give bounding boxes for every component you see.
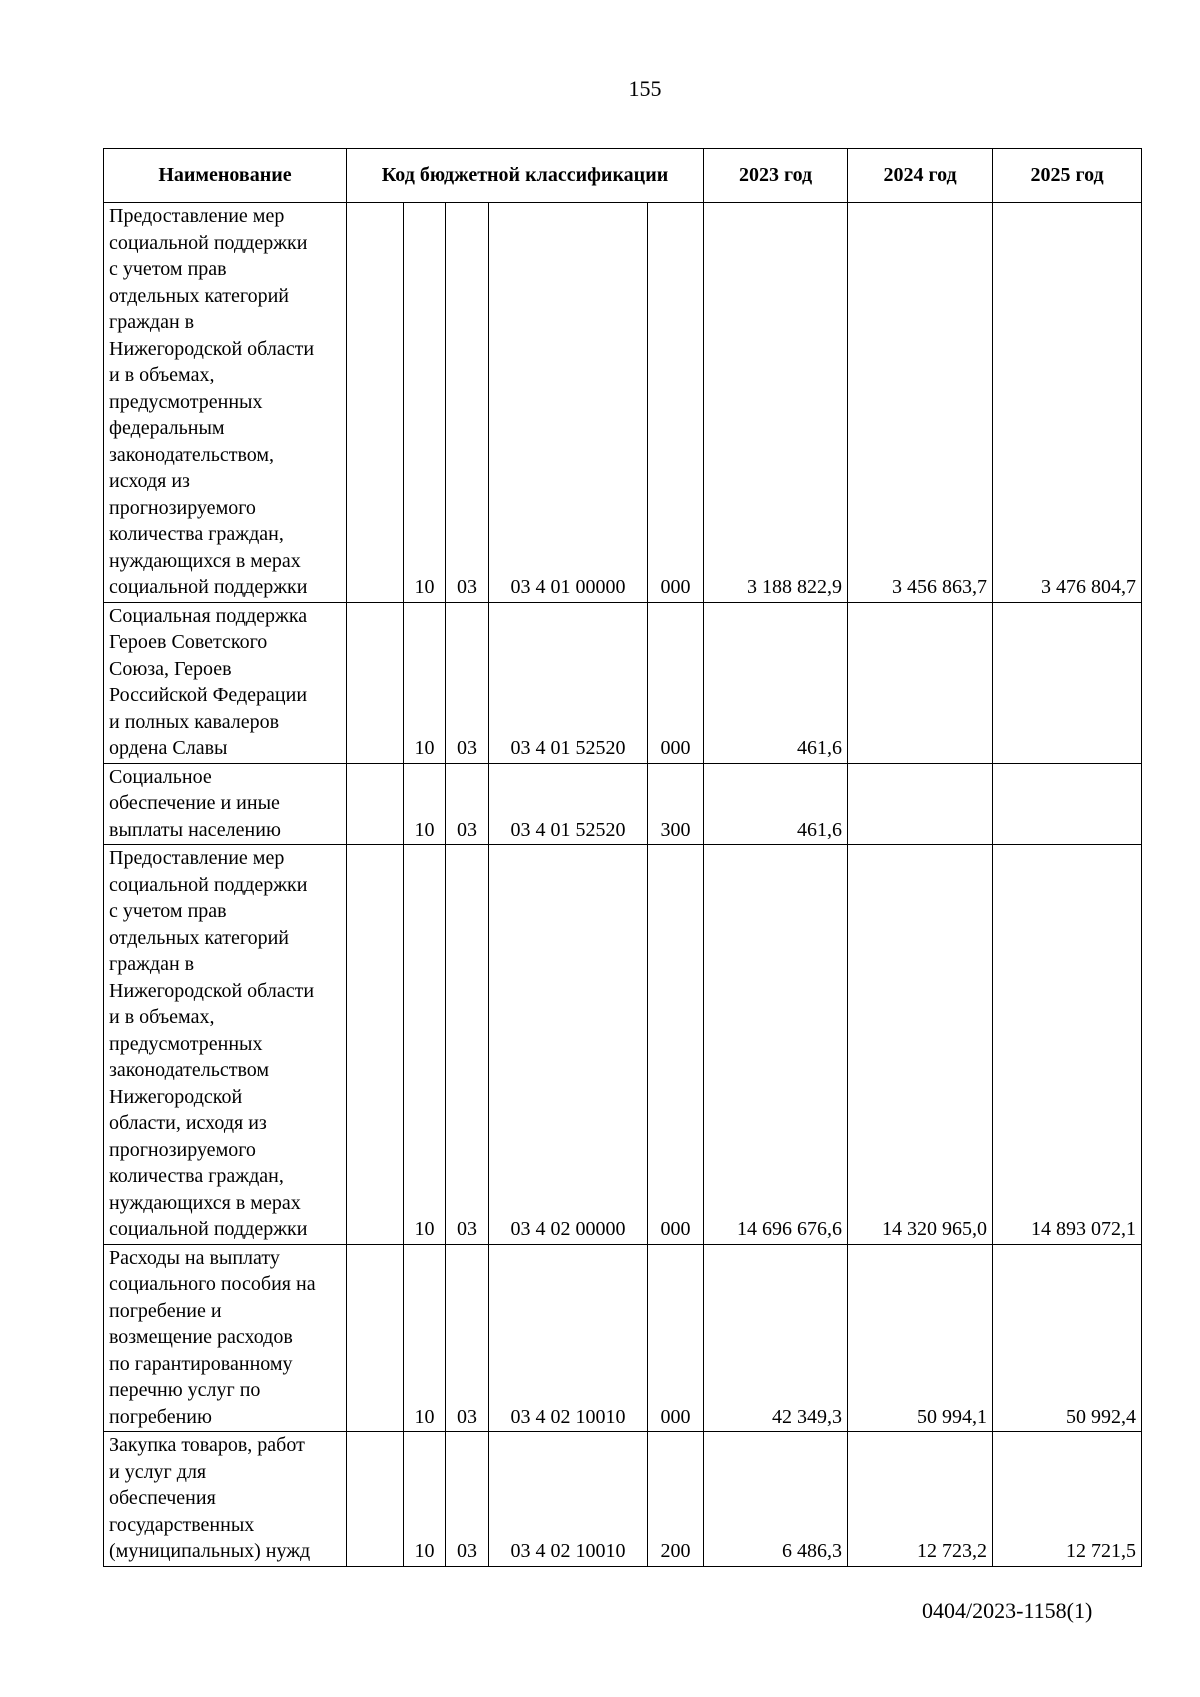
expense-type-code: 200 (648, 1432, 704, 1567)
section-code: 10 (404, 845, 446, 1245)
table-row (104, 845, 1142, 1245)
row-name-line: прогнозируемого (109, 496, 256, 519)
row-name-line: погребению (109, 1405, 212, 1428)
amount-2024 (848, 763, 993, 845)
row-name-line: обеспечения (109, 1487, 216, 1509)
row-name (104, 845, 347, 1245)
empty-cell (347, 602, 404, 763)
subsection-code: 03 (446, 1432, 489, 1567)
row-name-line: погребение и (109, 1299, 222, 1322)
row-name-line: законодательством (109, 1059, 270, 1081)
row-name-line: прогнозируемого (109, 1138, 256, 1161)
row-name (104, 203, 347, 603)
section-code: 10 (404, 203, 446, 603)
header-2025: 2025 год (993, 149, 1142, 203)
row-name-line: федеральным (109, 417, 225, 439)
row-name (104, 1244, 347, 1432)
row-name-line: и услуг для (109, 1460, 207, 1483)
header-2023: 2023 год (704, 149, 848, 203)
row-name-line: выплаты населению (109, 818, 281, 841)
row-name-line: Нижегородской области (109, 337, 315, 360)
row-name-line: с учетом прав (109, 258, 227, 280)
row-name-line: законодательством, (109, 443, 275, 466)
amount-2023: 461,6 (704, 763, 848, 845)
header-code: Код бюджетной классификации (347, 149, 704, 203)
row-name-line: Нижегородской области (109, 979, 315, 1002)
amount-2024: 12 723,2 (848, 1432, 993, 1567)
row-name-line: исходя из (109, 470, 190, 492)
header-row (104, 149, 1142, 203)
row-name-line: количества граждан, (109, 523, 284, 545)
row-name-line: Социальное (109, 765, 212, 788)
empty-cell (347, 1244, 404, 1432)
row-name-line: предусмотренных (109, 1032, 263, 1055)
expense-type-code: 000 (648, 203, 704, 603)
expense-type-code: 000 (648, 602, 704, 763)
subsection-code: 03 (446, 203, 489, 603)
subsection-code: 03 (446, 602, 489, 763)
subsection-code: 03 (446, 1244, 489, 1432)
empty-cell (347, 203, 404, 603)
header-name: Наименование (104, 149, 347, 203)
row-name-line: предусмотренных (109, 390, 263, 413)
row-name-line: социальной поддержки (109, 873, 308, 896)
row-name-line: перечню услуг по (109, 1379, 261, 1401)
subsection-code: 03 (446, 845, 489, 1245)
amount-2023: 3 188 822,9 (704, 203, 848, 603)
row-name (104, 1432, 347, 1567)
target-article-code: 03 4 02 00000 (489, 845, 648, 1245)
row-name (104, 763, 347, 845)
row-name-line: Расходы на выплату (109, 1246, 280, 1269)
row-name-line: и полных кавалеров (109, 710, 280, 733)
row-name-line: отдельных категорий (109, 284, 290, 307)
amount-2024: 3 456 863,7 (848, 203, 993, 603)
table-row (104, 602, 1142, 763)
row-name-line: Российской Федерации (109, 684, 308, 706)
row-name-line: Предоставление мер (109, 205, 285, 227)
amount-2025 (993, 763, 1142, 845)
row-name-line: Нижегородской (109, 1085, 243, 1108)
target-article-code: 03 4 01 00000 (489, 203, 648, 603)
row-name (104, 602, 347, 763)
row-name-line: социальной поддержки (109, 576, 308, 598)
row-name-line: (муниципальных) нужд (109, 1540, 311, 1562)
target-article-code: 03 4 02 10010 (489, 1432, 648, 1567)
row-name-line: Союза, Героев (109, 657, 232, 680)
row-name-line: обеспечение и иные (109, 792, 280, 814)
expense-type-code: 000 (648, 845, 704, 1245)
row-name-line: Социальная поддержка (109, 604, 308, 627)
empty-cell (347, 763, 404, 845)
table-row (104, 203, 1142, 603)
expense-type-code: 300 (648, 763, 704, 845)
section-code: 10 (404, 1244, 446, 1432)
row-name-line: нуждающихся в мерах (109, 549, 301, 572)
row-name-line: Героев Советского (109, 631, 268, 653)
row-name-line: нуждающихся в мерах (109, 1191, 301, 1214)
page-number: 155 (628, 76, 662, 101)
amount-2025: 50 992,4 (993, 1244, 1142, 1432)
amount-2023: 6 486,3 (704, 1432, 848, 1567)
row-name-line: граждан в (109, 311, 195, 333)
row-name-line: возмещение расходов (109, 1326, 293, 1348)
row-name-line: Предоставление мер (109, 847, 285, 869)
row-name-line: Закупка товаров, работ (109, 1434, 305, 1456)
table-row (104, 1244, 1142, 1432)
row-name-line: с учетом прав (109, 900, 227, 922)
target-article-code: 03 4 01 52520 (489, 602, 648, 763)
row-name-line: государственных (109, 1513, 255, 1536)
amount-2023: 14 696 676,6 (704, 845, 848, 1245)
empty-cell (347, 845, 404, 1245)
row-name-line: граждан в (109, 953, 195, 975)
empty-cell (347, 1432, 404, 1567)
subsection-code: 03 (446, 763, 489, 845)
amount-2024: 50 994,1 (848, 1244, 993, 1432)
row-name-line: области, исходя из (109, 1112, 267, 1134)
row-name-line: социальной поддержки (109, 231, 308, 254)
target-article-code: 03 4 01 52520 (489, 763, 648, 845)
amount-2023: 461,6 (704, 602, 848, 763)
section-code: 10 (404, 602, 446, 763)
expense-type-code: 000 (648, 1244, 704, 1432)
amount-2024 (848, 602, 993, 763)
row-name-line: ордена Славы (109, 737, 228, 759)
row-name-line: и в объемах, (109, 1006, 215, 1028)
row-name-line: и в объемах, (109, 364, 215, 386)
amount-2024: 14 320 965,0 (848, 845, 993, 1245)
table-row (104, 1432, 1142, 1567)
table-row (104, 763, 1142, 845)
row-name-line: количества граждан, (109, 1165, 284, 1187)
row-name-line: социальной поддержки (109, 1218, 308, 1240)
section-code: 10 (404, 763, 446, 845)
header-2024: 2024 год (848, 149, 993, 203)
table-body (104, 203, 1142, 1567)
amount-2025: 12 721,5 (993, 1432, 1142, 1567)
amount-2025: 3 476 804,7 (993, 203, 1142, 603)
section-code: 10 (404, 1432, 446, 1567)
amount-2025 (993, 602, 1142, 763)
row-name-line: отдельных категорий (109, 926, 290, 949)
document-id: 0404/2023-1158(1) (922, 1598, 1093, 1623)
amount-2023: 42 349,3 (704, 1244, 848, 1432)
budget-table (103, 148, 1142, 1567)
row-name-line: социального пособия на (109, 1273, 316, 1295)
row-name-line: по гарантированному (109, 1352, 293, 1375)
amount-2025: 14 893 072,1 (993, 845, 1142, 1245)
target-article-code: 03 4 02 10010 (489, 1244, 648, 1432)
